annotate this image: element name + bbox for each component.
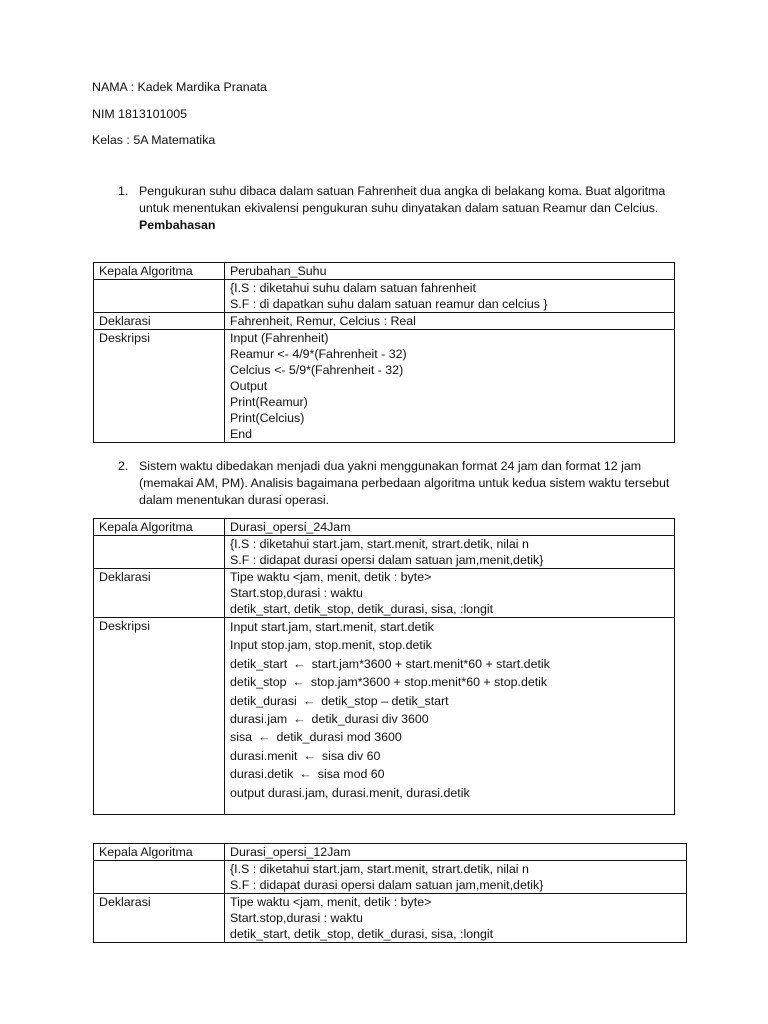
table-label: Kepala Algoritma — [94, 844, 225, 861]
table-cell: Fahrenheit, Remur, Celcius : Real — [225, 313, 675, 330]
table-label — [94, 280, 225, 313]
table-label: Deklarasi — [94, 894, 225, 943]
table-label — [94, 536, 225, 569]
question-number: 1. — [118, 184, 129, 198]
question-text: Sistem waktu dibedakan menjadi dua yakni menggunakan format 24 jam dan format 12 jam (memakai AM, PM). Analisis bagaimana perbedaan algoritma untuk kedua sistem waktu tersebut dalam menentukan durasi operasi. — [139, 459, 670, 507]
table-cell: {I.S : diketahui suhu dalam satuan fahrenheit S.F : di dapatkan suhu dalam satuan reamur dan celcius } — [225, 280, 675, 313]
table-cell: Tipe waktu <jam, menit, detik : byte> Start.stop,durasi : waktu detik_start, detik_stop, detik_durasi, sisa, :longit — [225, 894, 687, 943]
student-class: Kelas : 5A Matematika — [92, 133, 216, 147]
table-cell: Durasi_opersi_24Jam — [225, 519, 675, 536]
table-label: Deskripsi — [94, 330, 225, 443]
section-heading: Pembahasan — [139, 218, 216, 232]
table-label: Deklarasi — [94, 569, 225, 618]
table-cell: {I.S : diketahui start.jam, start.menit, strart.detik, nilai n S.F : didapat durasi opersi dalam satuan jam,menit,detik} — [225, 861, 687, 894]
algorithm-table-suhu — [93, 262, 675, 443]
table-label: Deklarasi — [94, 313, 225, 330]
question-number: 2. — [118, 459, 129, 473]
table-cell: Input (Fahrenheit) Reamur <- 4/9*(Fahrenheit - 32) Celcius <- 5/9*(Fahrenheit - 32) Output Print(Reamur) Print(Celcius) End — [225, 330, 675, 443]
table-label: Kepala Algoritma — [94, 519, 225, 536]
table-cell: Durasi_opersi_12Jam — [225, 844, 687, 861]
table-cell: Perubahan_Suhu — [225, 263, 675, 280]
table-label: Deskripsi — [94, 618, 225, 815]
algorithm-table-12jam — [93, 843, 687, 943]
question-text: Pengukuran suhu dibaca dalam satuan Fahrenheit dua angka di belakang koma. Buat algoritma untuk menentukan ekivalensi pengukuran suhu dinyatakan dalam satuan Reamur dan Celcius. — [139, 184, 666, 215]
student-nim: NIM 1813101005 — [92, 107, 188, 121]
table-cell: Tipe waktu <jam, menit, detik : byte> Start.stop,durasi : waktu detik_start, detik_stop, detik_durasi, sisa, :longit — [225, 569, 675, 618]
table-cell: Input start.jam, start.menit, start.detik Input stop.jam, stop.menit, stop.detik detik_start ← start.jam*3600 + start.menit*60 + start.detik detik_stop ← stop.jam*3600 + stop.menit*60 + stop.detik detik_durasi ← detik_stop – detik_start durasi.jam ← detik_durasi div 3600 sisa ← detik_durasi mod 3600 durasi.menit ← sisa div 60 durasi.detik ← sisa mod 60 output durasi.jam, durasi.menit, durasi.detik — [225, 618, 675, 815]
algorithm-table-24jam — [93, 518, 675, 815]
table-cell: {I.S : diketahui start.jam, start.menit, strart.detik, nilai n S.F : didapat durasi opersi dalam satuan jam,menit,detik} — [225, 536, 675, 569]
student-name: NAMA : Kadek Mardika Pranata — [92, 80, 267, 94]
table-label: Kepala Algoritma — [94, 263, 225, 280]
table-label — [94, 861, 225, 894]
